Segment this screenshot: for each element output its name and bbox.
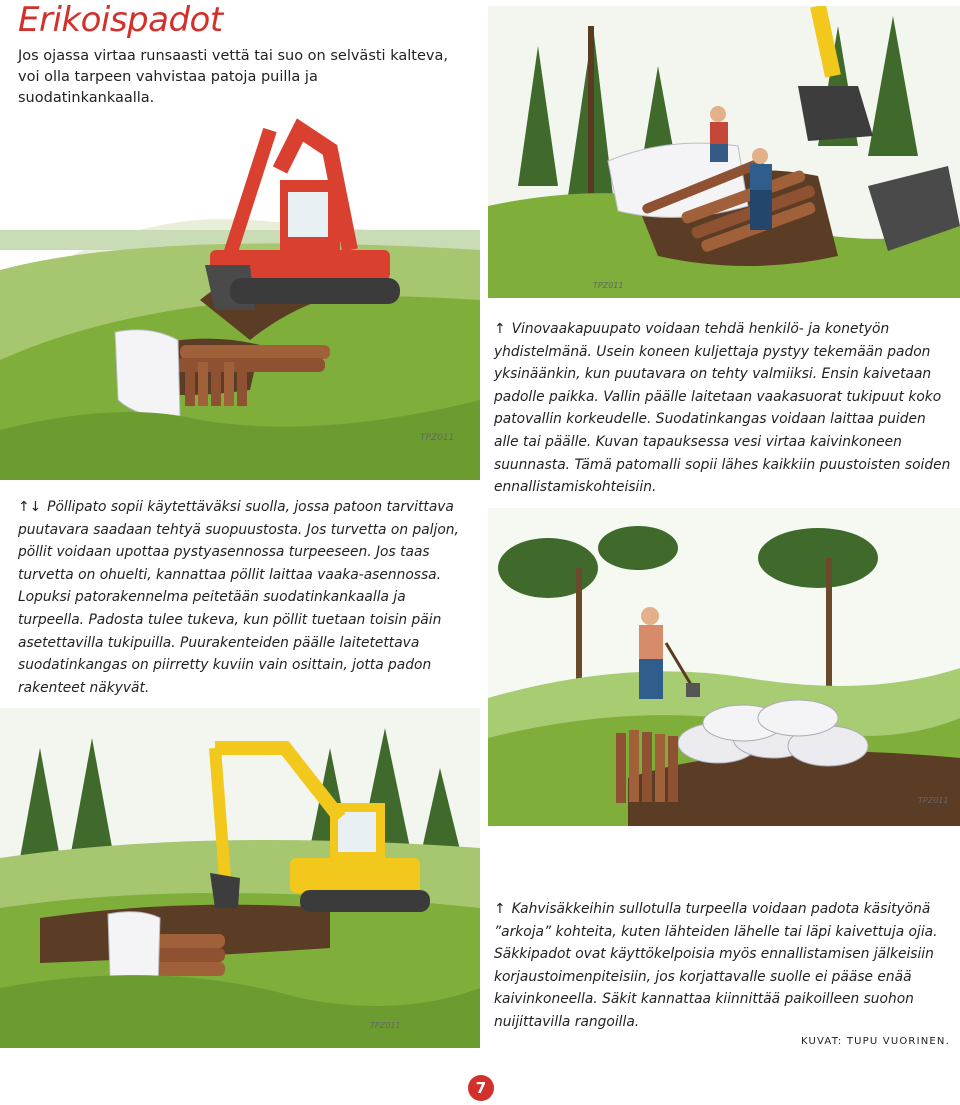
caption-text: Pöllipato sopii käytettäväksi suolla, jossa patoon tarvittava puutavara saadaan tehtyä suopuustosta. Jos turvetta on paljon, pöllit voidaan upottaa pystyasennossa turpeeseen. Jos taas turvetta on ohuelti, kannattaa pöllit laittaa vaaka-asennossa. Lopuksi patorakennelma peitetään suodatinkankaalla ja turpeella. Padosta tulee tukeva, kun pöllit tuetaan toisin päin asetettavilla tukipuilla. Puurakenteiden päälle laitetettava suodatinkangas on piirretty kuviin vain osittain, jotta padon rakenteet näkyvät. [18,499,459,696]
illustration-yellow-excavator-log-dam [0,708,480,1048]
up-arrow-icon: ↑ [494,901,506,917]
red-excavator [205,130,400,310]
artist-signature: TPZ011 [420,433,455,443]
page-number: 7 [468,1075,494,1101]
illustration-inclined-log-dam-workers [488,6,960,298]
filter-fabric [115,330,180,417]
caption-text: Vinovaakapuupato voidaan tehdä henkilö- ja konetyön yhdistelmänä. Usein koneen kuljettaja pystyy tekemään padon yksinäänkin, kun puutavara on tehty valmiiksi. Ensin kaivetaan padolle paikka. Vallin päälle laitetaan vaakasuorat tukipuut koko patovallin korkeudelle. Suodatinkangas voidaan laittaa puiden alle tai päälle. Kuvan tapauksessa vesi virtaa kaivinkoneen suunnasta. Tämä patomalli sopii lähes kaikkiin puustoisten soiden ennallistamiskohteisiin. [494,321,951,496]
vertical-logs [185,362,247,406]
illustration-sack-dam [488,508,960,826]
up-down-arrow-icon: ↑↓ [18,499,42,515]
image-credit: KUVAT: TUPU VUORINEN. [801,1036,950,1047]
artist-signature: TPZ011 [370,1021,401,1030]
caption-text: Kahvisäkkeihin sullotulla turpeella voidaan padota käsityönä ”arkoja” kohteita, kuten lähteiden lähelle tai läpi kaivettuja ojia. Säkkipadot ovat käyttökelpoisia myös ennallistamisen jälkeisiin korjaustoimenpiteisiin, jos korjattavalle suolle ei pääse enää kaivinkoneella. Säkit kannattaa kiinnittää paikoilleen suohon nuijittavilla rangoilla. [494,901,938,1030]
up-arrow-icon: ↑ [494,321,506,337]
caption-sack-dam [494,898,954,1034]
log-stakes [616,730,678,803]
log [180,345,330,359]
illustration-red-excavator-log-dam [0,100,480,480]
caption-log-dam [18,496,468,699]
page-title: Erikoispadot [18,0,223,40]
worker-left [710,106,728,162]
caption-inclined-log-dam [494,318,954,499]
artist-signature: TPZ011 [918,796,949,805]
intro-paragraph: Jos ojassa virtaa runsaasti vettä tai suo on selvästi kalteva, voi olla tarpeen vahvistaa patoja puilla ja suodatinkankaalla. [18,48,448,106]
artist-signature: TPZ011 [593,281,624,290]
